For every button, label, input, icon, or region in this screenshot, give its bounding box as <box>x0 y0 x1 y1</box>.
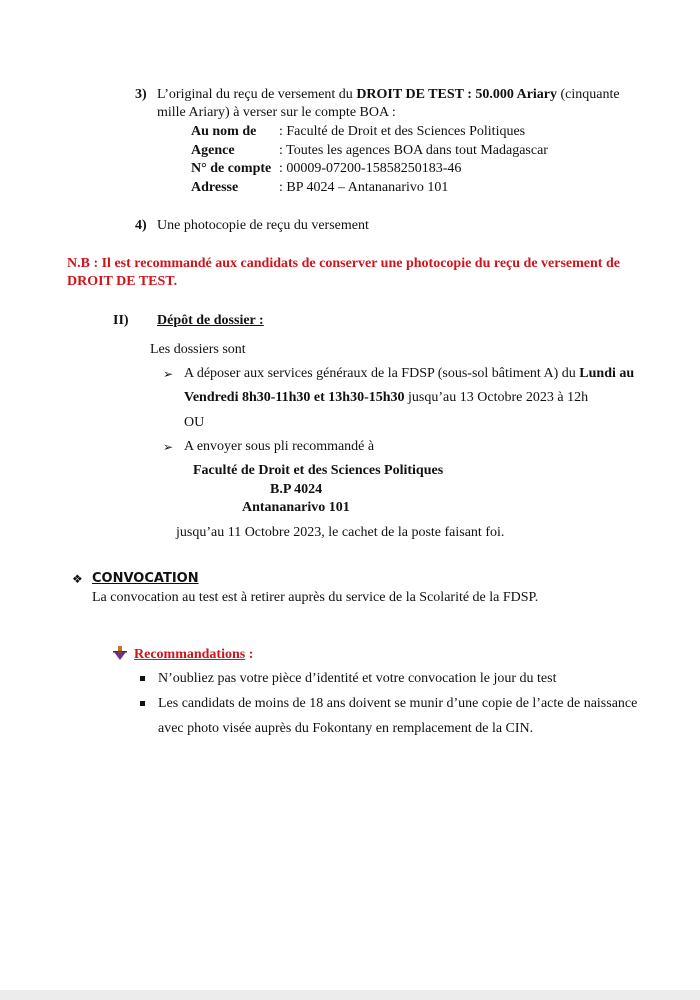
deadline-text: jusqu’au 11 Octobre 2023, le cachet de la poste faisant foi. <box>176 525 505 540</box>
bullet1-deadline: jusqu’au 13 Octobre 2023 à 12h <box>404 390 589 405</box>
item4-text: Une photocopie de reçu du versement <box>157 218 369 233</box>
field-value-adresse: : BP 4024 – Antananarivo 101 <box>279 180 449 195</box>
bullet1-text: A déposer aux services généraux de la FDSP (sous-sol bâtiment A) du <box>184 366 580 381</box>
address-line3: Antananarivo 101 <box>242 500 350 515</box>
field-value-compte: : 00009-07200-15858250183-46 <box>279 161 462 176</box>
recommandations-title: Recommandations <box>134 647 246 662</box>
arrow-bullet-icon: ➢ <box>163 440 174 454</box>
nb-line2: DROIT DE TEST. <box>67 274 178 289</box>
bullet1-line2 <box>184 389 588 407</box>
nb-line1: N.B : Il est recommandé aux candidats de conserver une photocopie du reçu de versement de <box>67 256 620 271</box>
item3-line1-post: (cinquante <box>557 87 620 102</box>
recommandations-colon: : <box>245 647 254 662</box>
item3-line1 <box>157 86 620 104</box>
recommandation-item-continued: avec photo visée auprès du Fokontany en remplacement de la CIN. <box>158 721 534 736</box>
recommandation-item: Les candidats de moins de 18 ans doivent se munir d’une copie de l’acte de naissance <box>158 696 638 711</box>
convocation-title: CONVOCATION <box>92 571 199 586</box>
field-label-adresse: Adresse <box>191 180 239 195</box>
section2-intro: Les dossiers sont <box>150 342 246 357</box>
arrow-bullet-icon: ➢ <box>163 367 174 381</box>
item4-number: 4) <box>135 218 147 233</box>
recommandation-item: N’oubliez pas votre pièce d’identité et votre convocation le jour du test <box>158 671 557 686</box>
item3-line2: mille Ariary) à verser sur le compte BOA : <box>157 105 396 120</box>
convocation-text: La convocation au test est à retirer auprès du service de la Scolarité de la FDSP. <box>92 590 539 605</box>
down-arrow-icon <box>113 645 127 667</box>
recommandations-heading <box>134 646 253 664</box>
section2-number: II) <box>113 313 129 328</box>
field-label-agence: Agence <box>191 143 235 158</box>
field-label-compte: N° de compte <box>191 161 272 176</box>
bullet1-hours: Vendredi 8h30-11h30 et 13h30-15h30 <box>184 390 405 405</box>
diamond-bullet-icon: ❖ <box>72 572 83 586</box>
square-bullet-icon <box>140 676 145 681</box>
field-value-agence: : Toutes les agences BOA dans tout Madagascar <box>279 143 548 158</box>
field-label-nom: Au nom de <box>191 124 257 139</box>
item3-number: 3) <box>135 87 147 102</box>
item3-line1-text: L’original du reçu de versement du <box>157 87 357 102</box>
address-line1: Faculté de Droit et des Sciences Politiques <box>193 463 444 478</box>
item3-droit-de-test: DROIT DE TEST : 50.000 Ariary <box>356 87 558 102</box>
field-value-nom: : Faculté de Droit et des Sciences Politiques <box>279 124 526 139</box>
bullet2-text: A envoyer sous pli recommandé à <box>184 439 375 454</box>
bullet1-bold: Lundi au <box>579 366 635 381</box>
address-line2: B.P 4024 <box>270 482 323 497</box>
or-text: OU <box>184 415 205 430</box>
bullet1-line1 <box>184 365 634 383</box>
section2-title: Dépôt de dossier : <box>157 313 264 328</box>
square-bullet-icon <box>140 701 145 706</box>
